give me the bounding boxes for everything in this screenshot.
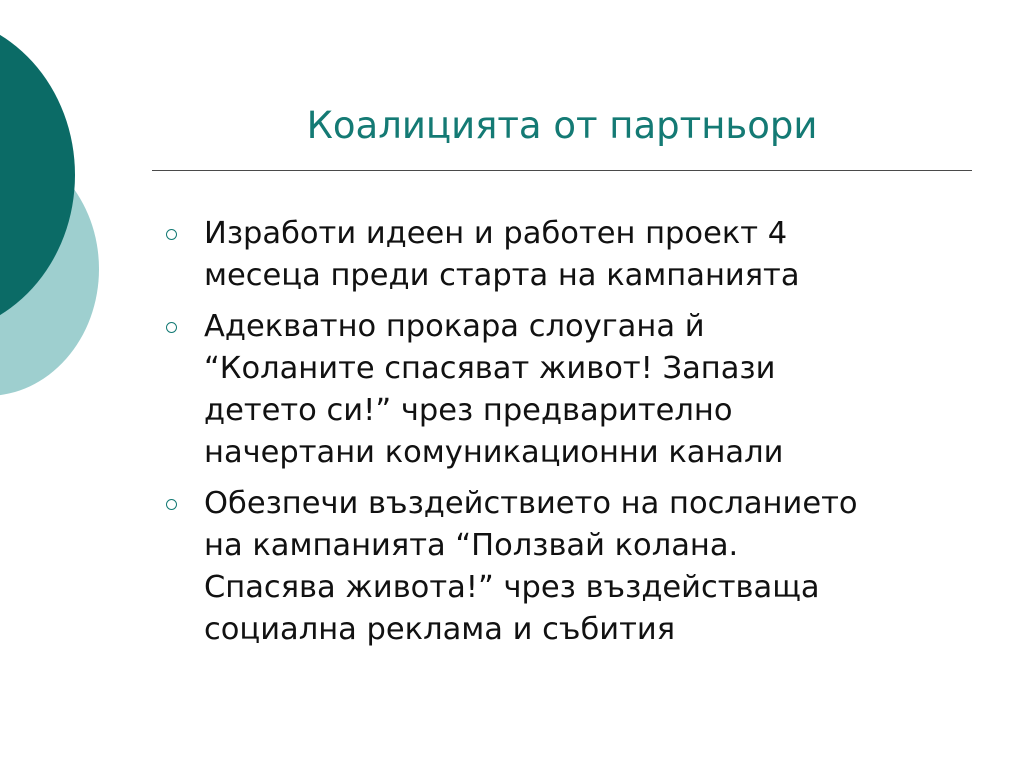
bullet-text: Обезпечи въздействието на посланието на кампанията “Ползвай колана. Спасява живота!” чрез въздействаща социална реклама и събития xyxy=(204,486,858,647)
title-divider xyxy=(152,170,972,171)
slide-title: Коалицията от партньори xyxy=(306,104,818,147)
bullet-text: Изработи идеен и работен проект 4 месеца преди старта на кампанията xyxy=(204,216,800,293)
hollow-circle-bullet-icon xyxy=(166,229,177,240)
bullet-item-2 xyxy=(166,306,966,474)
hollow-circle-bullet-icon xyxy=(166,322,177,333)
hollow-circle-bullet-icon xyxy=(166,499,177,510)
bullet-list xyxy=(166,213,966,660)
bullet-text: Адекватно прокара слоугана й “Коланите спасяват живот! Запази детето си!” чрез предварително начертани комуникационни канали xyxy=(204,309,784,470)
bullet-item-3 xyxy=(166,483,966,651)
bullet-item-1 xyxy=(166,213,966,297)
